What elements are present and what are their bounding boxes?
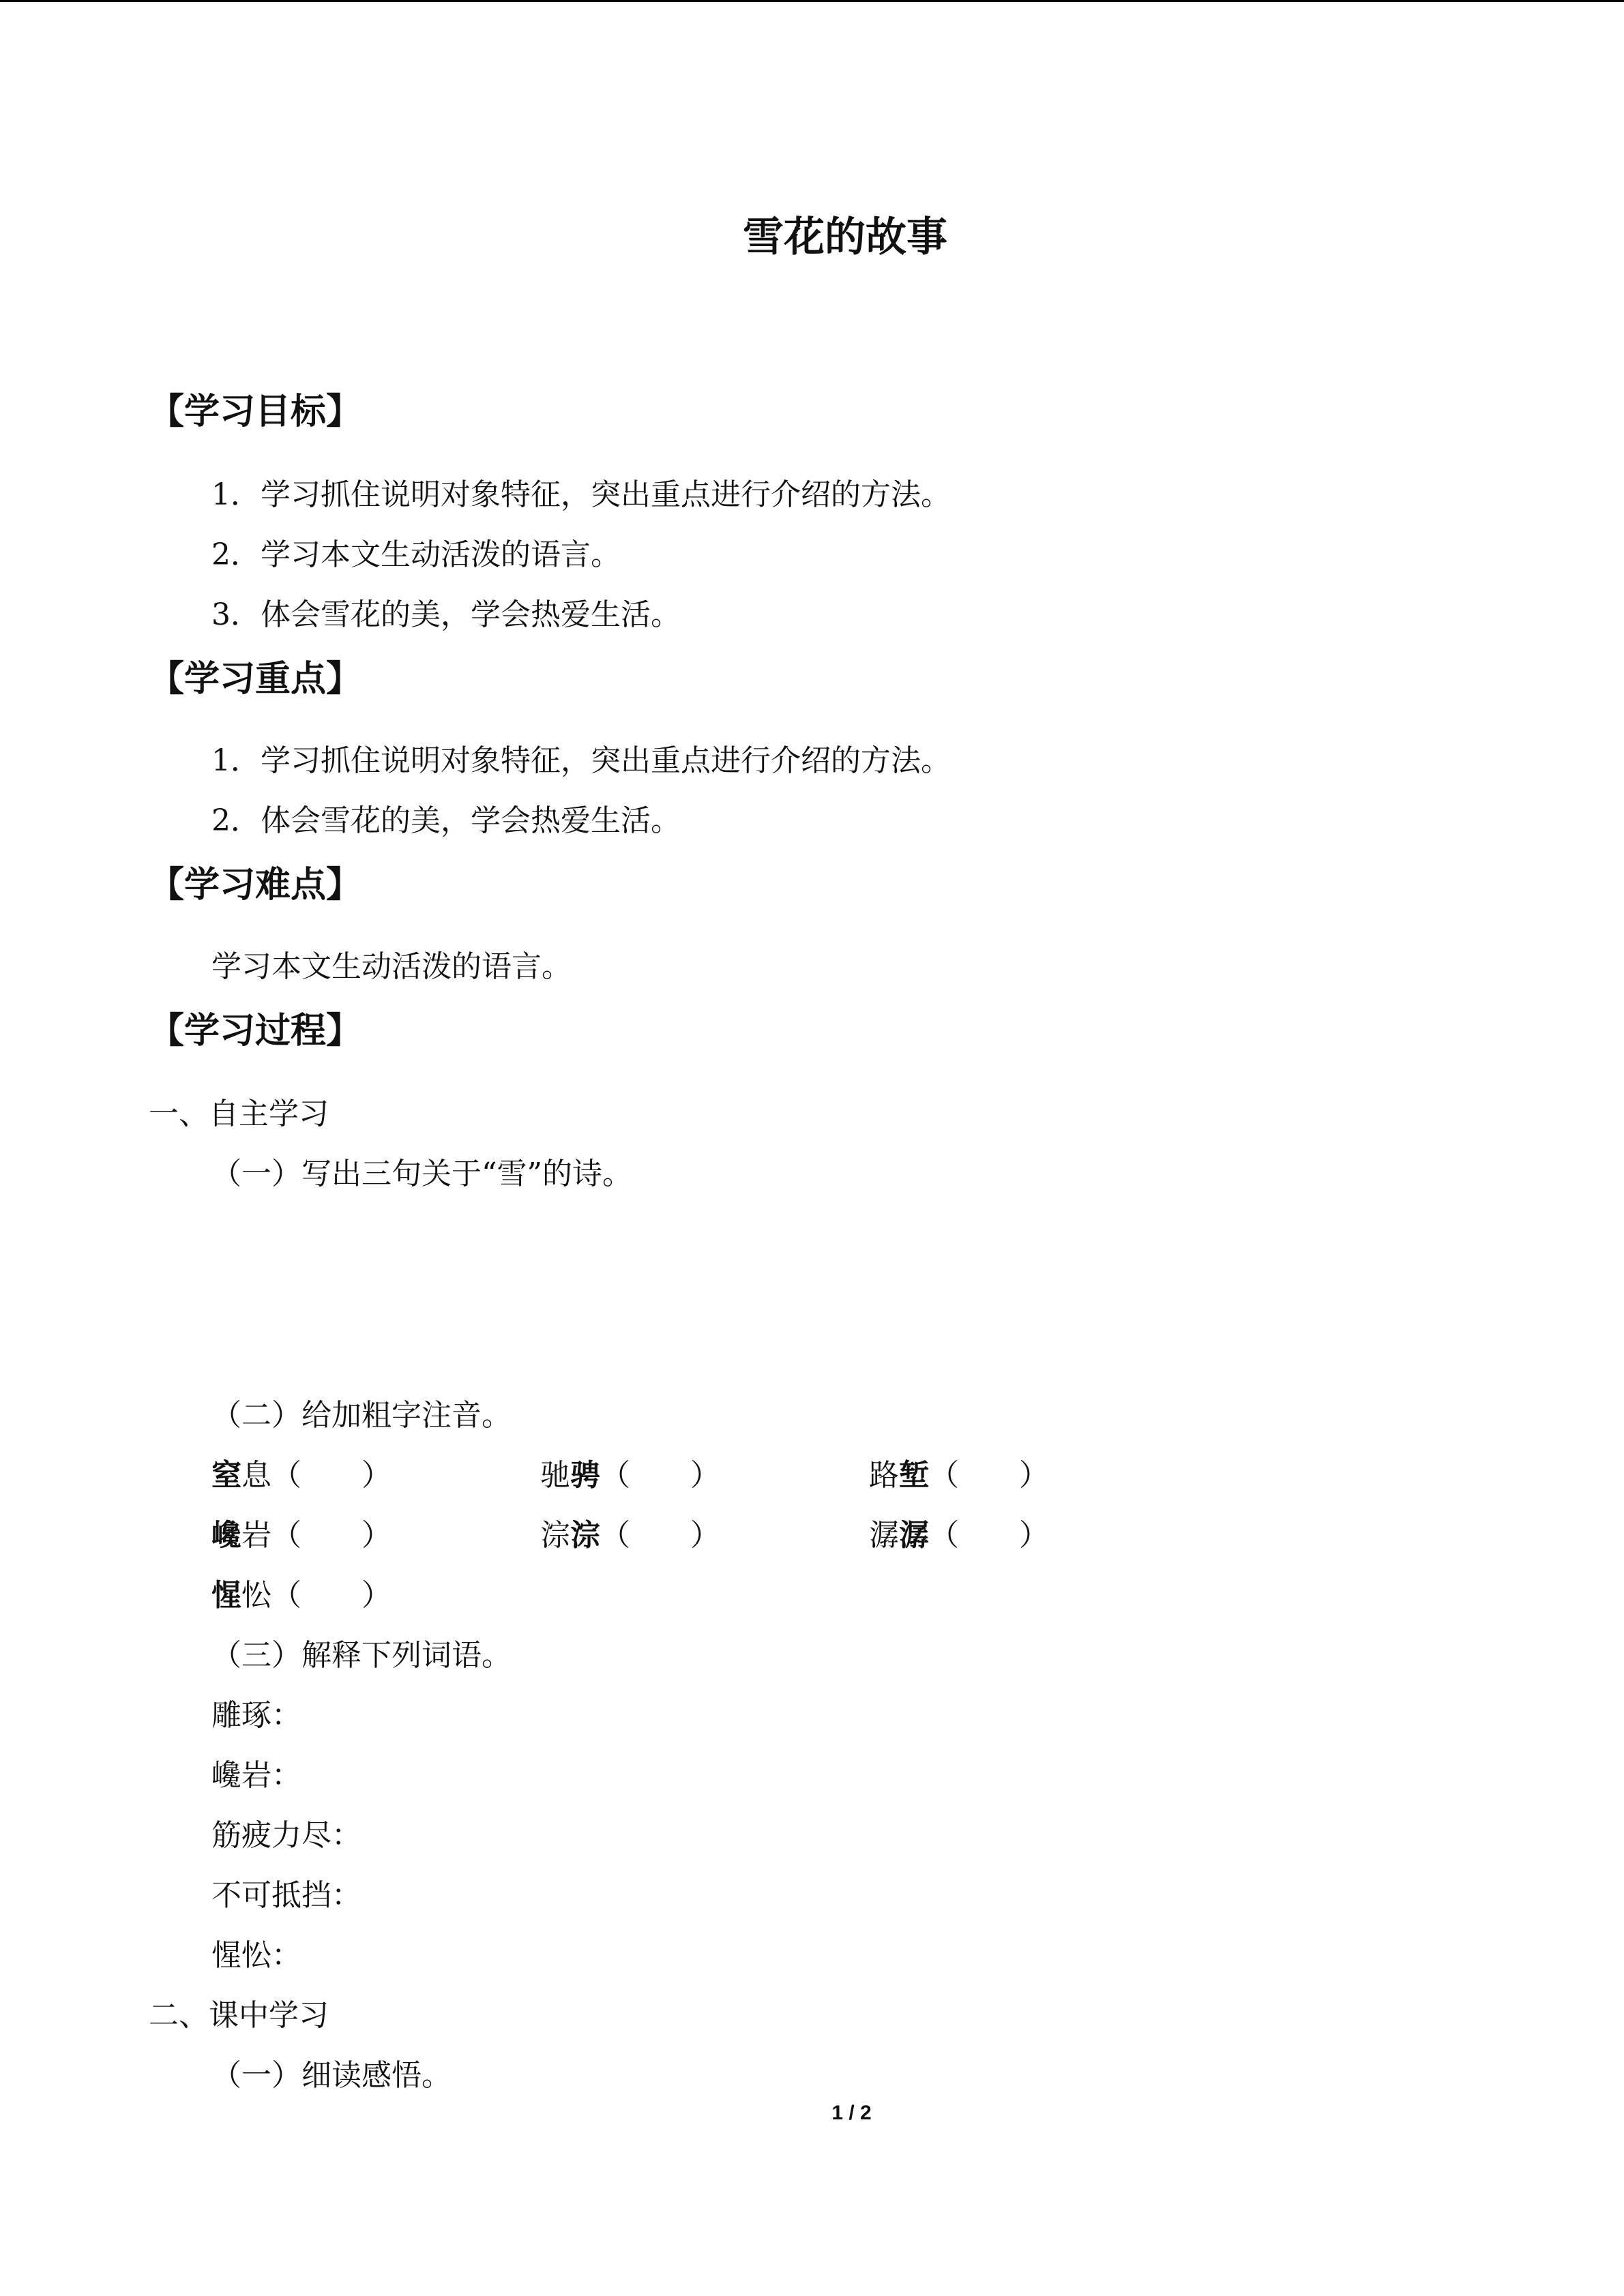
- part2-label: 二、课中学习: [149, 1998, 329, 2033]
- term-item: 惺忪：: [211, 1938, 301, 1973]
- heading-process: 【学习过程】: [149, 1011, 362, 1052]
- question-close-reading: （一）细读感悟。: [211, 2058, 452, 2093]
- pinyin-item-chanchan: 潺潺（ ）: [869, 1518, 1049, 1553]
- objective-item-1: 1．学习抓住说明对象特征，突出重点进行介绍的方法。: [211, 477, 951, 512]
- pinyin-item-xingsong: 惺忪（ ）: [211, 1578, 392, 1613]
- pinyin-item-chanyan: 巉岩（ ）: [211, 1518, 392, 1553]
- part1-label: 一、自主学习: [149, 1097, 329, 1131]
- pinyin-item-congcong: 淙淙（ ）: [540, 1518, 720, 1553]
- objective-item-3: 3．体会雪花的美，学会热爱生活。: [211, 597, 681, 632]
- difficulty-text: 学习本文生动活泼的语言。: [211, 949, 572, 984]
- question-poems: （一）写出三句关于“雪”的诗。: [211, 1157, 632, 1191]
- heading-objectives: 【学习目标】: [149, 391, 362, 432]
- key-point-item-2: 2．体会雪花的美，学会热爱生活。: [211, 803, 681, 838]
- page-title: 雪花的故事: [743, 213, 947, 261]
- term-item: 不可抵挡：: [211, 1878, 361, 1913]
- top-border: [0, 0, 1624, 2]
- pinyin-item-luqian: 路堑（ ）: [869, 1458, 1049, 1493]
- pinyin-item-zhixi: 窒息（ ）: [211, 1458, 392, 1493]
- question-explain: （三）解释下列词语。: [211, 1638, 512, 1673]
- pinyin-item-chicheng: 驰骋（ ）: [540, 1458, 720, 1493]
- term-item: 巉岩：: [211, 1758, 301, 1793]
- page-number: 1 / 2: [831, 2102, 872, 2124]
- question-pinyin: （二）给加粗字注音。: [211, 1398, 512, 1433]
- term-item: 筋疲力尽：: [211, 1818, 361, 1853]
- heading-key-points: 【学习重点】: [149, 659, 362, 700]
- objective-item-2: 2．学习本文生动活泼的语言。: [211, 537, 621, 572]
- key-point-item-1: 1．学习抓住说明对象特征，突出重点进行介绍的方法。: [211, 743, 951, 778]
- heading-difficulties: 【学习难点】: [149, 865, 362, 906]
- term-item: 雕琢：: [211, 1698, 301, 1733]
